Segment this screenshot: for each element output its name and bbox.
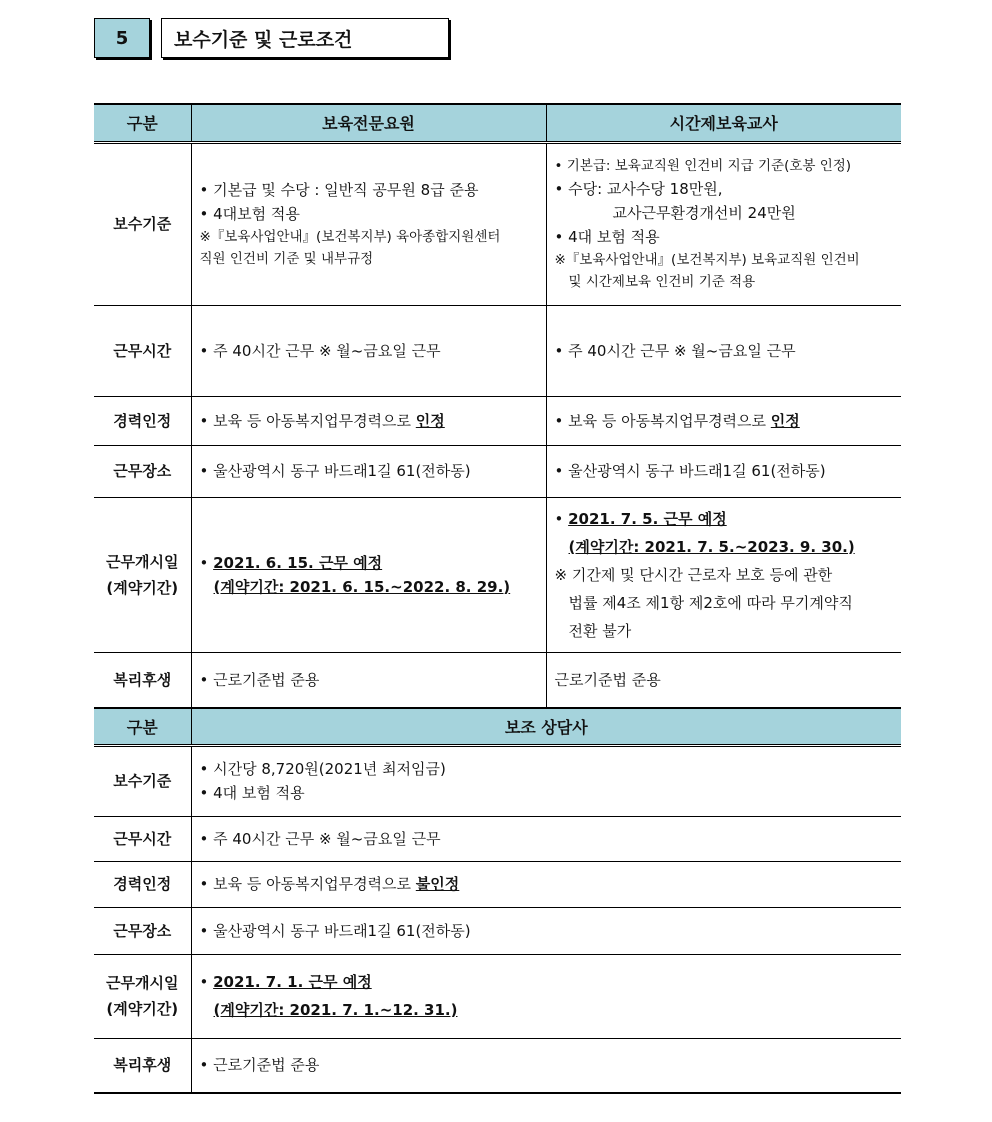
cell-career-specialist: • 보육 등 아동복지업무경력으로 인정 [191,396,546,445]
cell-pay-assistant: • 시간당 8,720원(2021년 최저임금) • 4대 보험 적용 [191,745,901,816]
header-category: 구분 [94,708,191,745]
table-row [94,816,901,861]
row-label-welfare: 복리후생 [94,652,191,707]
row-label-place: 근무장소 [94,907,191,954]
conditions-table-main [94,103,901,708]
table-row [94,445,901,497]
row-label-pay: 보수기준 [94,142,191,305]
table-row [94,1038,901,1093]
table-row [94,305,901,396]
cell-hours-assistant: • 주 40시간 근무 ※ 월~금요일 근무 [191,816,901,861]
cell-hours-specialist: • 주 40시간 근무 ※ 월~금요일 근무 [191,305,546,396]
cell-welfare-assistant: • 근로기준법 준용 [191,1038,901,1093]
table-row [94,652,901,707]
table-row [94,497,901,652]
row-label-hours: 근무시간 [94,816,191,861]
table-row [94,861,901,907]
table-row [94,396,901,445]
row-label-pay: 보수기준 [94,745,191,816]
row-label-welfare: 복리후생 [94,1038,191,1093]
table-row [94,142,901,305]
section-title: 보수기준 및 근로조건 [161,18,449,58]
cell-career-part-time: • 보육 등 아동복지업무경력으로 인정 [546,396,901,445]
table-row [94,745,901,816]
cell-pay-specialist: • 기본급 및 수당 : 일반직 공무원 8급 준용 • 4대보험 적용 ※『보육사업안내』(보건복지부) 육아종합지원센터 직원 인건비 기준 및 내부규정 [191,142,546,305]
table-row [94,954,901,1038]
section-number: 5 [94,18,150,58]
row-label-place: 근무장소 [94,445,191,497]
header-assistant-counselor: 보조 상담사 [191,708,901,745]
row-label-career: 경력인정 [94,396,191,445]
cell-place-specialist: • 울산광역시 동구 바드래1길 61(전하동) [191,445,546,497]
cell-hours-part-time: • 주 40시간 근무 ※ 월~금요일 근무 [546,305,901,396]
cell-place-assistant: • 울산광역시 동구 바드래1길 61(전하동) [191,907,901,954]
cell-start-assistant: • 2021. 7. 1. 근무 예정 (계약기간: 2021. 7. 1.~12. 31.) [191,954,901,1038]
conditions-table-assistant [94,707,901,1094]
cell-start-specialist: • 2021. 6. 15. 근무 예정 (계약기간: 2021. 6. 15.~2022. 8. 29.) [191,497,546,652]
cell-pay-part-time: • 기본급: 보육교직원 인건비 지급 기준(호봉 인정) • 수당: 교사수당 18만원, 교사근무환경개선비 24만원 • 4대 보험 적용 ※『보육사업안내』(보건복지부) 보육교직원 인건비 및 시간제보육 인건비 기준 적용 [546,142,901,305]
cell-career-assistant: • 보육 등 아동복지업무경력으로 불인정 [191,861,901,907]
cell-welfare-specialist: • 근로기준법 준용 [191,652,546,707]
header-childcare-specialist: 보육전문요원 [191,104,546,142]
cell-place-part-time: • 울산광역시 동구 바드래1길 61(전하동) [546,445,901,497]
cell-start-part-time: • 2021. 7. 5. 근무 예정 (계약기간: 2021. 7. 5.~2023. 9. 30.) ※ 기간제 및 단시간 근로자 보호 등에 관한 법률 제4조 제1항 제2호에 따라 무기계약직 전환 불가 [546,497,901,652]
row-label-start: 근무개시일 (계약기간) [94,497,191,652]
table-row [94,907,901,954]
row-label-start: 근무개시일 (계약기간) [94,954,191,1038]
header-part-time-teacher: 시간제보육교사 [546,104,901,142]
header-category: 구분 [94,104,191,142]
row-label-hours: 근무시간 [94,305,191,396]
row-label-career: 경력인정 [94,861,191,907]
cell-welfare-part-time: 근로기준법 준용 [546,652,901,707]
